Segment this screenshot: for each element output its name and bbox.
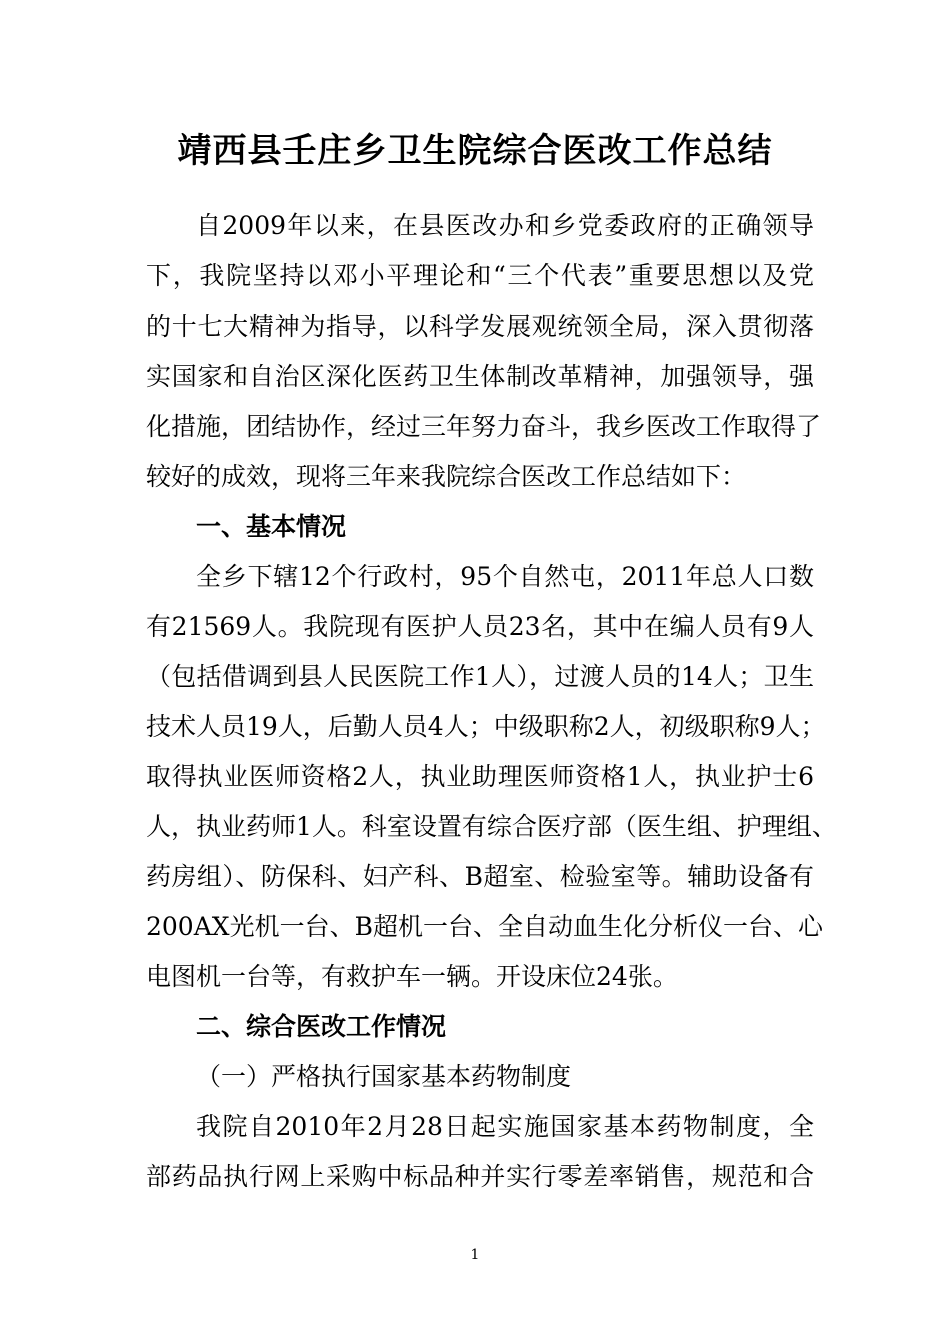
intro-line: 自2009年以来，在县医改办和乡党委政府的正确领导 [196,211,814,240]
intro-line: 实国家和自治区深化医药卫生体制改革精神，加强领导，强 [146,362,814,391]
section1-line: 药房组）、防保科、妇产科、B超室、检验室等。辅助设备有 [146,862,814,891]
section1-line: 技术人员19人，后勤人员4人；中级职称2人，初级职称9人； [146,712,826,741]
section1-line: （包括借调到县人民医院工作1人），过渡人员的14人；卫生 [146,662,814,691]
page-number: 1 [470,1247,480,1263]
section1-line: 200AX光机一台、B超机一台、全自动血生化分析仪一台、心 [146,912,823,941]
intro-line: 下，我院坚持以邓小平理论和“三个代表”重要思想以及党 [146,261,814,290]
section2-line: 部药品执行网上采购中标品种并实行零差率销售，规范和合 [146,1162,814,1191]
intro-line: 的十七大精神为指导，以科学发展观统领全局，深入贯彻落 [146,312,814,341]
document-title: 靖西县壬庄乡卫生院综合医改工作总结 [177,131,773,171]
section2-line: 我院自2010年2月28日起实施国家基本药物制度，全 [196,1112,814,1141]
section1-line: 人，执业药师1人。科室设置有综合医疗部（医生组、护理组、 [146,812,837,841]
intro-line: 较好的成效，现将三年来我院综合医改工作总结如下： [146,462,747,491]
section1-line: 取得执业医师资格2人，执业助理医师资格1人，执业护士6 [146,762,814,791]
intro-line: 化措施，团结协作，经过三年努力奋斗，我乡医改工作取得了 [146,412,822,441]
section1-line: 电图机一台等，有救护车一辆。开设床位24张。 [146,962,678,991]
section-heading-basic: 一、基本情况 [196,512,347,541]
section1-line: 全乡下辖12个行政村，95个自然屯，2011年总人口数 [196,562,814,591]
section-heading-reform: 二、综合医改工作情况 [196,1012,447,1041]
subsection-heading: （一）严格执行国家基本药物制度 [196,1062,572,1091]
section1-line: 有21569人。我院现有医护人员23名，其中在编人员有9人 [146,612,814,641]
